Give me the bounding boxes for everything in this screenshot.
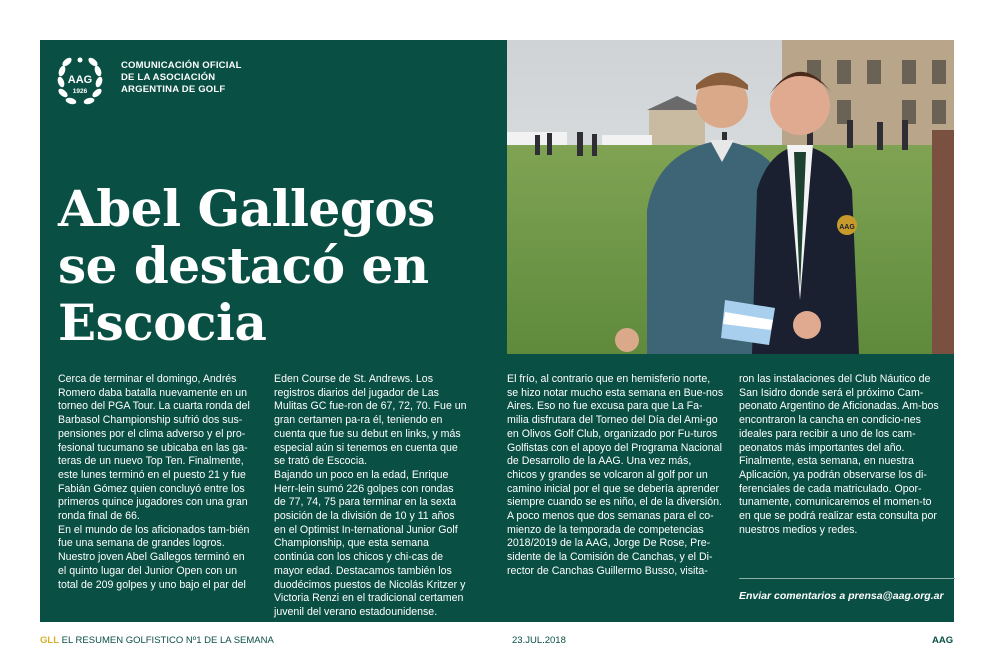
paragraph: A poco menos que dos semanas para el co-mienzo de la temporada de competencias 2018/2019 de la AAG, Jorge De Rose, Pre-sidente de la Comisión de Canchas, y el Di-rector de Canchas Guillermo Busso, visita- xyxy=(507,510,714,577)
article-photo xyxy=(507,40,954,354)
article-title xyxy=(58,180,435,351)
paragraph: El frío, al contrario que en hemisferio norte, se hizo notar mucho esta semana en Bue-nos Aires. Eso no fue excusa para que La Fa-milia disfrutara del Torneo del Día del Ami-go en Olivos Golf Club, organizado por Fu-turos Golfistas con el apoyo del Programa Nacional de Desarrollo de la AAG. Una vez más, chicos y grandes se volcaron al golf por un camino inicial por el que se debería aprender siempre cuando se es niño, el de la diversión. xyxy=(507,373,724,509)
org-line: ARGENTINA DE GOLF xyxy=(121,84,226,95)
paragraph: Bajando un poco en la edad, Enrique Herr-lein sumó 226 golpes con rondas de 77, 74, 75 para terminar en la sexta posición de la división de 10 y 11 años en el Optimist In-ternational Junior Golf Championship, que esta semana continúa con los chicos y chi-cas de mayor edad. Destacamos también los duodécimos puestos de Nicolás Kritzer y Victoria Renzi en el tradicional certamen juvenil del verano estadounidense. xyxy=(274,468,466,618)
footer-brand: GLL xyxy=(40,635,59,646)
article-column xyxy=(739,373,945,537)
footer-date: 23.JUL.2018 xyxy=(512,635,566,646)
article-column xyxy=(507,373,724,579)
paragraph: Cerca de terminar el domingo, Andrés Romero daba batalla nuevamente en un torneo del PGA Tour. La cuarta ronda del Barbasol Championship sufrió dos sus-pensiones por el clima adverso y el pro-fesional tucumano se ubicaba en las ga-teras de un nuevo Top Ten. Finalmente, este lunes terminó en el puesto 21 y fue Fabián Gómez quien concluyó entre los primeros quince jugadores con una gran ronda final de 66. xyxy=(58,373,250,523)
org-line: DE LA ASOCIACIÓN xyxy=(121,72,216,83)
title-line: se destacó en xyxy=(58,236,429,295)
logo-year: 1926 xyxy=(72,88,88,95)
blazer-badge-text: AAG xyxy=(839,224,855,231)
title-line: Abel Gallegos xyxy=(58,179,435,238)
article-column xyxy=(58,373,252,592)
org-line: COMUNICACIÓN OFICIAL xyxy=(121,60,242,71)
paragraph: ron las instalaciones del Club Náutico de San Isidro donde será el próximo Cam-peonato Argentino de Aficionadas. Am-bos encontraron la cancha en condicio-nes ideales para recibir a uno de los cam-peonatos más importantes del año. Finalmente, esta semana, en nuestra Aplicación, ya podrán observarse los di-ferenciales de cada matriculado. Opor-tunamente, comunicaremos el momen-to en que se podrá realizar esta consulta por nuestros medios y redes. xyxy=(739,373,939,536)
divider xyxy=(739,578,955,579)
article-column xyxy=(274,373,468,620)
paragraph: En el mundo de los aficionados tam-bién fue una semana de grandes logros. Nuestro joven Abel Gallegos terminó en el quinto lugar del Junior Open con un total de 209 golpes y uno bajo el par del xyxy=(58,523,250,591)
footer-tagline: EL RESUMEN GOLFISTICO Nº1 DE LA SEMANA xyxy=(59,635,274,646)
title-line: Escocia xyxy=(58,293,267,352)
org-name xyxy=(121,60,242,96)
footer-right: AAG xyxy=(932,635,954,646)
aag-logo xyxy=(52,52,108,108)
footer-left xyxy=(40,635,274,646)
logo-text: AAG xyxy=(67,74,93,86)
paragraph: Eden Course de St. Andrews. Los registros diarios del jugador de Las Mulitas GC fue-ron de 67, 72, 70. Fue un gran certamen pa-ra él, teniendo en cuenta que fue su debut en links, y más especial aún si tenemos en cuenta que se trató de Escocia. xyxy=(274,373,467,468)
feedback-link[interactable]: Enviar comentarios a prensa@aag.org.ar xyxy=(739,590,944,602)
